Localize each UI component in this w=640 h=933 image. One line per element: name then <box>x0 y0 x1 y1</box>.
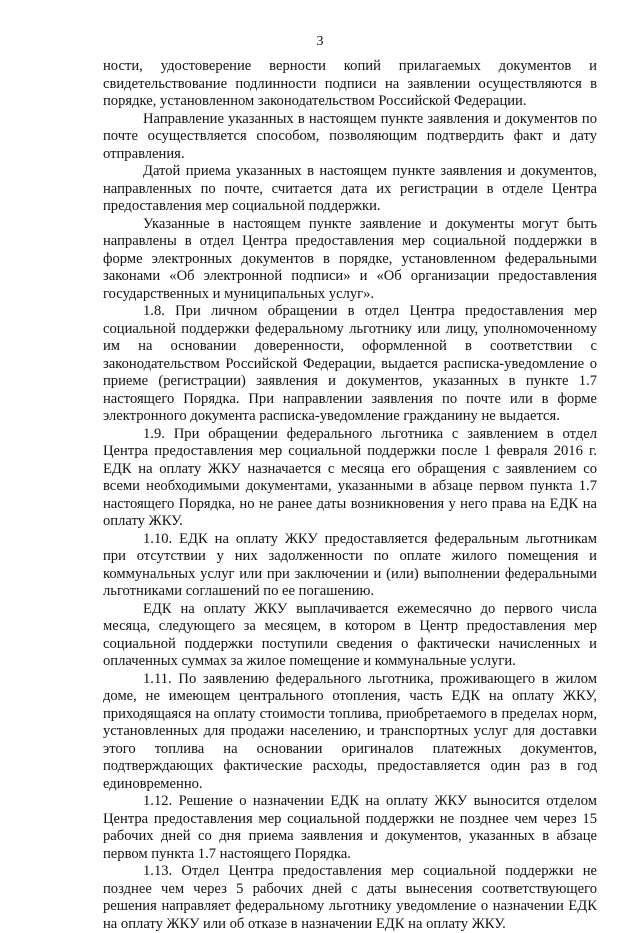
paragraph-monthly-payment: ЕДК на оплату ЖКУ выплачивается ежемесячно до первого числа месяца, следующего за месяцем, в котором в Центр предоставления мер социальной поддержки поступили сведения о фактически начисленных и оплаченных суммах за жилое помещение и коммунальные услуги. <box>103 600 597 669</box>
paragraph-receipt-date: Датой приема указанных в настоящем пункте заявления и документов, направленных по почте, считается дата их регистрации в отделе Центра предоставления мер социальной поддержки. <box>103 163 597 214</box>
paragraph-1-10: 1.10. ЕДК на оплату ЖКУ предоставляется федеральным льготникам при отсутствии у них задолженности по оплате жилого помещения и коммунальных услуг или при заключении и (или) выполнении федеральными льготниками соглашений по ее погашению. <box>103 530 597 599</box>
paragraph-1-11: 1.11. По заявлению федерального льготника, проживающего в жилом доме, не имеющем центрального отопления, часть ЕДК на оплату ЖКУ, приходящаяся на оплату стоимости топлива, приобретаемого в пределах норм, установленных для продажи населению, и транспортных услуг для доставки этого топлива на основании оригиналов платежных документов, подтверждающих фактические расходы, предоставляется один раз в год единовременно. <box>103 670 597 792</box>
paragraph-mail-sending: Направление указанных в настоящем пункте заявления и документов по почте осуществляется способом, позволяющим подтвердить факт и дату отправления. <box>103 110 597 162</box>
page-number: 3 <box>316 34 324 49</box>
paragraph-1-8: 1.8. При личном обращении в отдел Центра предоставления мер социальной поддержки федеральному льготнику или лицу, уполномоченному им на основании доверенности, оформленной в соответствии с законодательством Российской Федерации, выдается расписка-уведомление о приеме (регистрации) заявления и документов, указанных в пункте 1.7 настоящего Порядка. При направлении заявления по почте или в форме электронного документа расписка-уведомление гражданину не выдается. <box>103 303 597 424</box>
paragraph-1-12: 1.12. Решение о назначении ЕДК на оплату ЖКУ выносится отделом Центра предоставления мер социальной поддержки не позднее чем через 15 рабочих дней со дня приема заявления и документов, указанных в абзаце первом пункта 1.7 настоящего Порядка. <box>103 793 597 862</box>
paragraph-1-13: 1.13. Отдел Центра предоставления мер социальной поддержки не позднее чем через 5 рабочих дней с даты вынесения соответствующего решения направляет федеральному льготнику уведомление о назначении ЕДК на оплату ЖКУ или об отказе в назначении ЕДК на оплату ЖКУ. <box>103 863 597 932</box>
paragraph-electronic-documents: Указанные в настоящем пункте заявление и документы могут быть направлены в отдел Центра предоставления мер социальной поддержки в форме электронных документов в порядке, установленном федеральными законами «Об электронной подписи» и «Об организации предоставления государственных и муниципальных услуг». <box>103 215 597 302</box>
document-body <box>103 58 597 933</box>
paragraph-continuation: ности, удостоверение верности копий прилагаемых документов и свидетельствование подлинности подписи на заявлении осуществляются в порядке, установленном законодательством Российской Федерации. <box>103 58 597 109</box>
paragraph-1-9: 1.9. При обращении федерального льготника с заявлением в отдел Центра предоставления мер социальной поддержки после 1 февраля 2016 г. ЕДК на оплату ЖКУ назначается с месяца его обращения с заявлением со всеми необходимыми документами, указанными в абзаце первом пункта 1.7 настоящего Порядка, но не ранее даты возникновения у него права на ЕДК на оплату ЖКУ. <box>103 425 597 529</box>
